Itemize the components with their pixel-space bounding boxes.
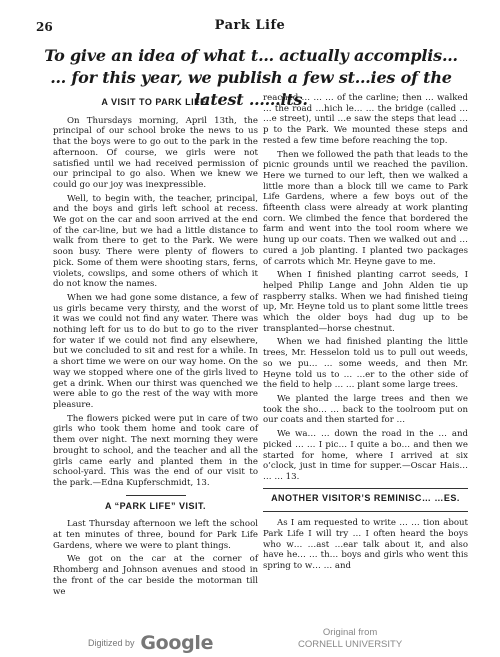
article-paragraph: The flowers picked were put in care of two girls who took them home and took care of them over night. The next morning they were brought to school, and the teacher and all the girls came early and planted them in the school-yard. This was the end of our visit to the park.—Edna Kupferschmidt, 13.: [53, 413, 258, 488]
article-title-visit-to-park-life: A VISIT TO PARK LIFE.: [101, 97, 210, 107]
article-paragraph: When we had gone some distance, a few of us girls became very thirsty, and the worst of it was we could not find any water. There was nothing left for us to do but to go to the river for water if we could not find any elsewhere, but we concluded to sit and rest for a while. In a short time we were on our way home. On the way we stopped where one of the girls lived to get a drink. When our thirst was quenched we were able to go the rest of the way with more pleasure.: [53, 292, 258, 410]
page-headline: To give an idea of what t… actually accomplis… … for this year, we publish a few st…ies of the latest ……its.: [44, 46, 458, 109]
article-title-park-life-visit: A “PARK LIFE” VISIT.: [104, 500, 206, 511]
article-title-another-visitor: ANOTHER VISITOR’S REMINISC… …ES.: [271, 492, 460, 503]
google-logo: Google: [140, 632, 214, 654]
article-paragraph: When we had finished planting the little trees, Mr. Hesselon told us to pull out weeds, so we pu… … some weeds, and then Mr. Heyne told us to … …er to the other side of the field to help … … plant some large trees.: [263, 337, 468, 391]
right-column: [263, 93, 468, 575]
article-paragraph: reached … … … of the carline; then … walked … the road …hich le… … the bridge (called … …e street), until …e saw the steps that lead …p to the Park. We mounted these steps and rested a few time before reaching the top.: [263, 93, 468, 146]
digitized-by-footer: [88, 632, 213, 654]
article-paragraph: Last Thursday afternoon we left the school at ten minutes of three, bound for Park Life Gardens, where we were to plant things.: [53, 519, 258, 551]
original-from-footer: [298, 627, 402, 651]
article-paragraph: On Thursdays morning, April 13th, the principal of our school broke the news to us that the boys were to go out to the park in the afternoon. Of course, we girls were not satisfied until we had received permission of our principal to go also. When we knew we could go our joy was inexpressible.: [53, 115, 258, 190]
article-paragraph: We wa… … down the road in the … and picked … … I pic… I quite a bo… and then we started for home, where I arrived at six o’clock, just in time for supper.—Oscar Hais… … … 13.: [263, 429, 468, 482]
article-paragraph: Well, to begin with, the teacher, principal, and the boys and girls left school at recess. We got on the car and soon arrived at the end of the car-line, but we had a little distance to walk from there to get to the Park. We were soon busy. There were plenty of flowers to pick. Some of them were shooting stars, ferns, violets, cowslips, and some others of which it do not know the names.: [53, 193, 258, 290]
running-title: Park Life: [214, 18, 286, 33]
digitized-label: Digitized by: [88, 638, 135, 648]
article-paragraph: We got on the car at the corner of Rhomberg and Johnson avenues and stood in the front of the car beside the motorman till we: [53, 554, 258, 597]
section-divider: [263, 488, 468, 489]
article-paragraph: As I am requested to write … … tion about Park Life I will try … I often heard the boys who w… …ast …ear talk about it, and also have he… … th… boys and girls who went this spring to w… … and: [263, 518, 468, 572]
original-institution: CORNELL UNIVERSITY: [298, 639, 403, 650]
article-paragraph: We planted the large trees and then we took the sho… … back to the toolroom put on our coats and then started for …: [263, 393, 468, 426]
left-column: [53, 93, 258, 600]
article-paragraph: When I finished planting carrot seeds, I helped Philip Lange and John Alden tie up raspberry stalks. When we had finished tieing up, Mr. Heyne told us to plant some little trees which the older boys had dug up to be transplanted—horse chestnut.: [263, 270, 468, 334]
article-paragraph: Then we followed the path that leads to the picnic grounds until we reached the pavilion. Here we turned to our left, then we walked a little more than a block till we came to Park Life Gardens, where a few boys out of the fifteenth class were already at work planting corn. We climbed the fence that bordered the farm and went into the tool room where we hung up our coats. Then we walked out and …cured a job planting. I planted two packages of carrots which Mr. Heyne gave to me.: [263, 149, 468, 267]
section-divider: [263, 511, 468, 512]
original-from-label: Original from: [322, 627, 378, 638]
page-number: 26: [36, 20, 53, 34]
section-divider: [126, 495, 186, 496]
